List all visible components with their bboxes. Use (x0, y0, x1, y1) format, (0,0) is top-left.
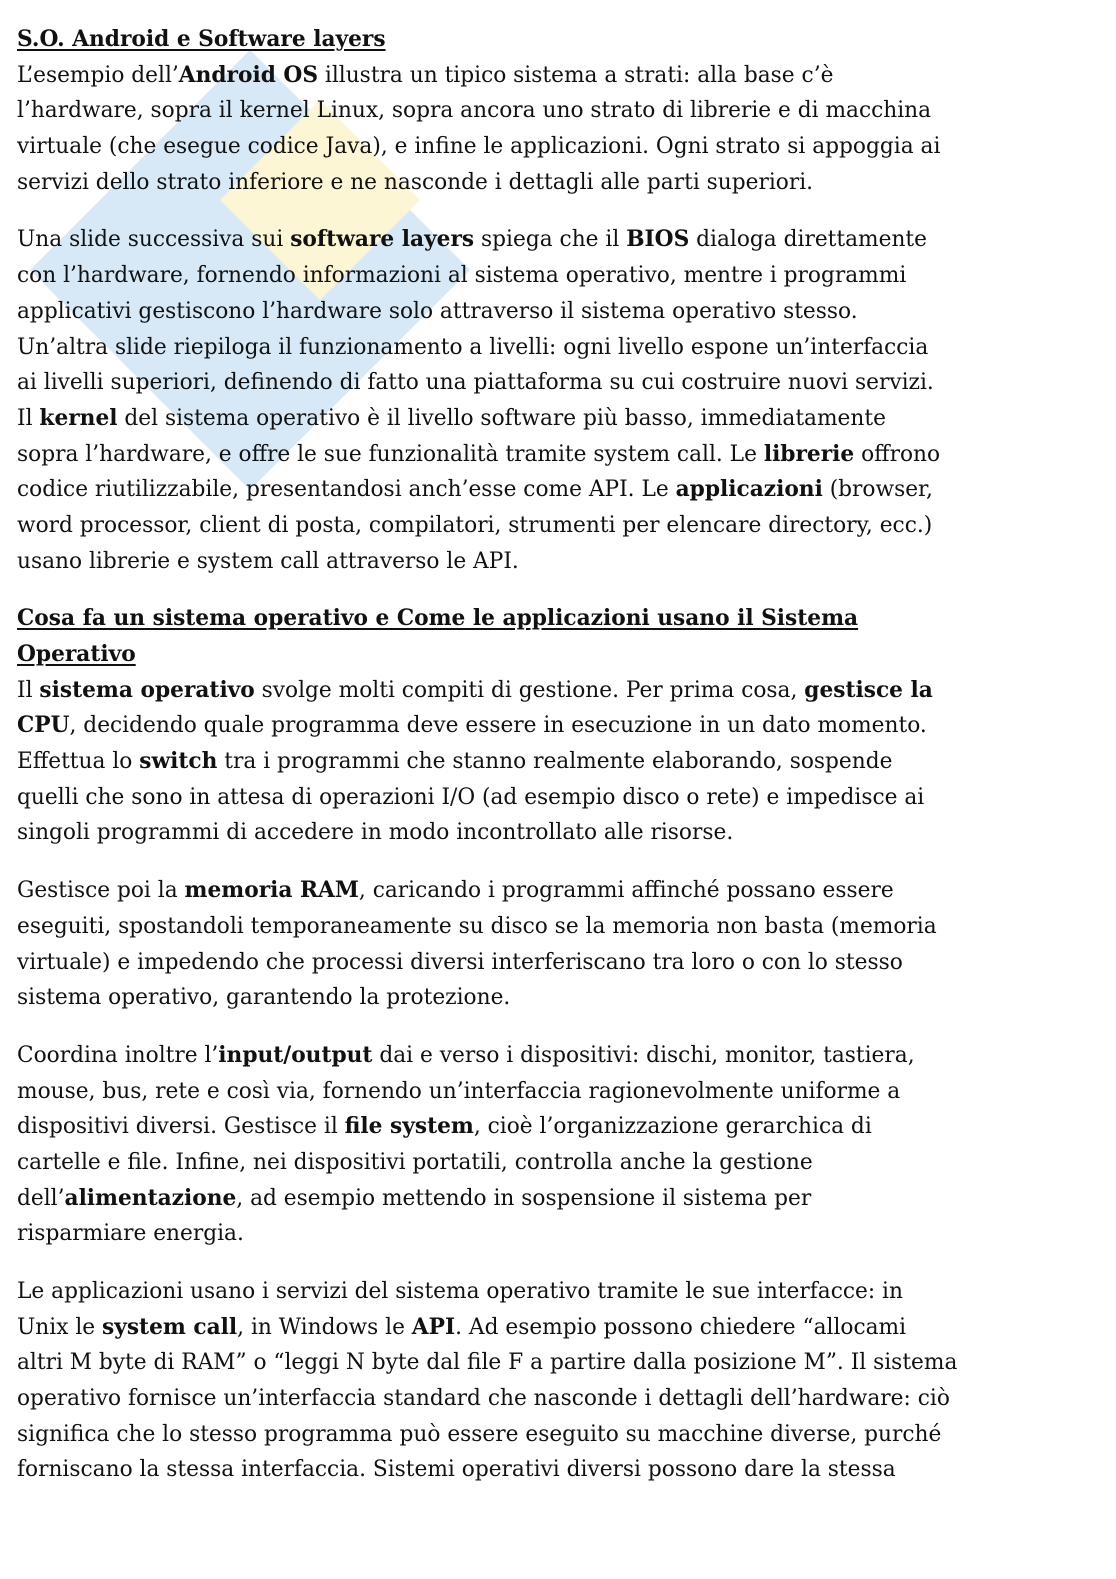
text-run: singoli programmi di accedere in modo incontrollato alle risorse. (17, 820, 734, 846)
text-run: word processor, client di posta, compilatori, strumenti per elencare directory, ecc.) (17, 512, 933, 538)
text-run: del sistema operativo è il livello software più basso, immediatamente (117, 405, 886, 431)
text-run: usano librerie e system call attraverso le API. (17, 548, 519, 574)
text-run: dialoga direttamente (689, 227, 927, 253)
paragraph (17, 222, 1102, 579)
text-run: codice riutilizzabile, presentandosi anch’esse come API. Le (17, 477, 676, 503)
text-line (17, 637, 1087, 673)
text-line (17, 1074, 1087, 1110)
text-line (17, 945, 1087, 981)
text-run: Le applicazioni usano i servizi del sistema operativo tramite le sue interfacce: in (17, 1279, 903, 1304)
text-run: , decidendo quale programma deve essere in esecuzione in un dato momento. (69, 713, 927, 739)
text-run: Il (17, 677, 40, 703)
text-run: servizi dello strato inferiore e ne nasconde i dettagli alle parti superiori. (17, 169, 814, 195)
text-run: significa che lo stesso programma può essere eseguito su macchine diverse, purché (17, 1421, 942, 1447)
text-line (17, 365, 1087, 401)
text-line (17, 744, 1087, 780)
text-line (17, 93, 1087, 129)
bold-term: kernel (39, 404, 118, 431)
text-run: , caricando i programmi affinché possano essere (358, 878, 894, 904)
text-run: (browser, (822, 477, 933, 503)
text-line (17, 1109, 1087, 1145)
text-line (17, 1145, 1087, 1181)
text-run: Il (17, 405, 40, 431)
text-run: virtuale (che esegue codice Java), e infine le applicazioni. Ogni strato si appoggia ai (17, 134, 941, 160)
text-run: sopra l’hardware, e offre le sue funzionalità tramite system call. Le (17, 441, 764, 467)
bold-term: API (411, 1313, 456, 1340)
text-run: dell’ (17, 1185, 65, 1211)
text-run: forniscano la stessa interfaccia. Sistemi operativi diversi possono dare la stessa (17, 1457, 896, 1483)
text-line (17, 222, 1087, 258)
text-run: sistema operativo, garantendo la protezione. (17, 985, 511, 1011)
text-line (17, 909, 1087, 945)
text-run: dai e verso i dispositivi: dischi, monitor, tastiera, (372, 1042, 915, 1068)
text-run: altri M byte di RAM” o “leggi N byte dal file F a partire dalla posizione M”. Il sistema (17, 1350, 958, 1376)
text-run: l’hardware, sopra il kernel Linux, sopra ancora uno strato di librerie e di macchina (17, 98, 932, 124)
text-run: cartelle e file. Infine, nei dispositivi portatili, controlla anche la gestione (17, 1149, 813, 1175)
text-run: ai livelli superiori, definendo di fatto una piattaforma su cui costruire nuovi servizi. (17, 370, 934, 396)
text-line (17, 544, 1087, 580)
text-run: Effettua lo (17, 749, 140, 775)
bold-term: gestisce la (804, 676, 933, 703)
text-line (17, 1345, 1087, 1381)
text-run: , cioè l’organizzazione gerarchica di (473, 1114, 872, 1140)
text-line (17, 1452, 1087, 1488)
bold-term: file system (344, 1113, 474, 1140)
text-run: Operativo (17, 641, 136, 667)
text-run: Una slide successiva sui (17, 227, 291, 253)
text-run: , in Windows le (237, 1314, 412, 1340)
text-run: quelli che sono in attesa di operazioni I/O (ad esempio disco o rete) e impedisce ai (17, 784, 925, 810)
section-heading (17, 22, 1102, 58)
text-line (17, 1216, 1087, 1252)
text-line (17, 330, 1087, 366)
text-line (17, 708, 1087, 744)
text-run: Coordina inoltre l’ (17, 1042, 219, 1068)
paragraph (17, 58, 1102, 201)
text-run: svolge molti compiti di gestione. Per prima cosa, (254, 677, 805, 703)
text-line (17, 601, 1087, 637)
text-line (17, 673, 1087, 709)
paragraph (17, 873, 1102, 1016)
text-run: Unix le (17, 1314, 103, 1340)
text-run: mouse, bus, rete e così via, fornendo un’interfaccia ragionevolmente uniforme a (17, 1078, 901, 1104)
bold-term: Android OS (178, 61, 318, 88)
text-run: operativo fornisce un’interfaccia standard che nasconde i dettagli dell’hardware: ciò (17, 1386, 950, 1412)
bold-term: CPU (17, 712, 70, 739)
text-run: offrono (854, 441, 941, 467)
text-line (17, 1381, 1087, 1417)
bold-term: applicazioni (675, 476, 823, 503)
text-run: Gestisce poi la (17, 878, 185, 904)
text-line (17, 22, 1087, 58)
bold-term: librerie (763, 440, 855, 467)
text-line (17, 58, 1087, 94)
text-run: L’esempio dell’ (17, 62, 179, 88)
paragraph (17, 1038, 1102, 1252)
text-line (17, 815, 1087, 851)
text-run: Cosa fa un sistema operativo e Come le applicazioni usano il Sistema (17, 605, 859, 632)
bold-term: software layers (290, 226, 475, 253)
paragraph (17, 673, 1102, 851)
document-page (17, 22, 1102, 1510)
bold-term: sistema operativo (39, 676, 255, 703)
text-line (17, 1038, 1087, 1074)
text-line (17, 129, 1087, 165)
paragraph (17, 1274, 1102, 1488)
bold-term: memoria RAM (184, 877, 359, 904)
bold-term: input/output (218, 1041, 373, 1068)
text-run: , ad esempio mettendo in sospensione il sistema per (236, 1185, 812, 1211)
bold-term: switch (139, 748, 218, 775)
text-line (17, 437, 1087, 473)
text-line (17, 508, 1087, 544)
text-line (17, 1181, 1087, 1217)
text-run: risparmiare energia. (17, 1221, 244, 1247)
text-run: applicativi gestiscono l’hardware solo attraverso il sistema operativo stesso. (17, 298, 858, 324)
bold-term: BIOS (626, 226, 690, 253)
section-heading (17, 601, 1102, 672)
text-line (17, 165, 1087, 201)
text-run: . Ad esempio possono chiedere “allocami (455, 1314, 907, 1340)
bold-term: system call (102, 1313, 238, 1340)
text-run: illustra un tipico sistema a strati: alla base c’è (317, 62, 834, 88)
text-run: virtuale) e impedendo che processi diversi interferiscano tra loro o con lo stesso (17, 949, 903, 975)
text-line (17, 1274, 1087, 1310)
text-line (17, 294, 1087, 330)
text-line (17, 980, 1087, 1016)
text-line (17, 472, 1087, 508)
text-line (17, 258, 1087, 294)
text-run: dispositivi diversi. Gestisce il (17, 1114, 345, 1140)
text-line (17, 873, 1087, 909)
text-run: eseguiti, spostandoli temporaneamente su disco se la memoria non basta (memoria (17, 913, 937, 939)
text-run: con l’hardware, fornendo informazioni al sistema operativo, mentre i programmi (17, 263, 907, 289)
text-run: spiega che il (474, 227, 627, 253)
text-run: S.O. Android e Software layers (17, 26, 386, 52)
text-line (17, 401, 1087, 437)
text-line (17, 1417, 1087, 1453)
text-line (17, 1310, 1087, 1346)
text-run: Un’altra slide riepiloga il funzionamento a livelli: ogni livello espone un’interfaccia (17, 334, 929, 360)
text-line (17, 780, 1087, 816)
text-run: tra i programmi che stanno realmente elaborando, sospende (217, 749, 893, 775)
bold-term: alimentazione (64, 1184, 237, 1211)
